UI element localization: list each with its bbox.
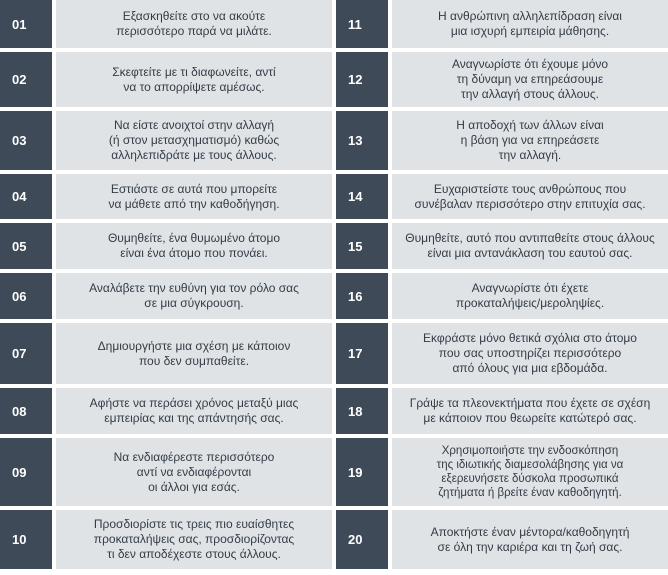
table-row xyxy=(0,510,332,569)
item-text: Εστιάστε σε αυτά που μπορείτε να μάθετε από την καθοδήγηση. xyxy=(56,174,332,219)
item-number: 12 xyxy=(336,52,388,107)
item-text: Η ανθρώπινη αλληλεπίδραση είναι μια ισχυρή εμπειρία μάθησης. xyxy=(392,0,668,48)
item-number: 16 xyxy=(336,273,388,319)
item-text: Αναγνωρίστε ότι έχετε προκαταλήψεις/μεροληψίες. xyxy=(392,273,668,319)
table-row xyxy=(0,174,332,219)
table-row xyxy=(336,510,668,569)
item-text: Εξασκηθείτε στο να ακούτε περισσότερο παρά να μιλάτε. xyxy=(56,0,332,48)
item-number: 01 xyxy=(0,0,52,48)
item-text: Να ενδιαφέρεστε περισσότερο αντί να ενδιαφέρονται οι άλλοι για εσάς. xyxy=(56,438,332,506)
item-text: Ευχαριστείστε τους ανθρώπους που συνέβαλαν περισσότερο στην επιτυχία σας. xyxy=(392,174,668,219)
item-number: 03 xyxy=(0,111,52,170)
table-row xyxy=(336,388,668,434)
item-number: 10 xyxy=(0,510,52,569)
table-row xyxy=(0,0,332,48)
item-text: Να είστε ανοιχτοί στην αλλαγή (ή στον μετασχηματισμό) καθώς αλληλεπιδράτε με τους άλλους. xyxy=(56,111,332,170)
item-number: 07 xyxy=(0,323,52,384)
item-text: Αναγνωρίστε ότι έχουμε μόνο τη δύναμη να επηρεάσουμε την αλλαγή στους άλλους. xyxy=(392,52,668,107)
table-row xyxy=(0,273,332,319)
item-text: Η αποδοχή των άλλων είναι η βάση για να επηρεάσετε την αλλαγή. xyxy=(392,111,668,170)
table-row xyxy=(336,52,668,107)
item-number: 19 xyxy=(336,438,388,506)
item-number: 11 xyxy=(336,0,388,48)
item-number: 08 xyxy=(0,388,52,434)
table-row xyxy=(0,323,332,384)
item-number: 20 xyxy=(336,510,388,569)
table-row xyxy=(336,438,668,506)
item-number: 14 xyxy=(336,174,388,219)
item-number: 04 xyxy=(0,174,52,219)
item-text: Εκφράστε μόνο θετικά σχόλια στο άτομο που σας υποστηρίζει περισσότερο από όλους για μια εβδομάδα. xyxy=(392,323,668,384)
table-row xyxy=(336,273,668,319)
item-text: Αναλάβετε την ευθύνη για τον ρόλο σας σε μια σύγκρουση. xyxy=(56,273,332,319)
item-number: 17 xyxy=(336,323,388,384)
item-text: Θυμηθείτε, ένα θυμωμένο άτομο είναι ένα άτομο που πονάει. xyxy=(56,223,332,269)
table-row xyxy=(336,323,668,384)
item-number: 15 xyxy=(336,223,388,269)
right-column xyxy=(336,0,668,575)
table-row xyxy=(0,223,332,269)
item-text: Γράψε τα πλεονεκτήματα που έχετε σε σχέση με κάποιον που θεωρείτε κατώτερό σας. xyxy=(392,388,668,434)
left-column xyxy=(0,0,332,575)
item-text: Χρησιμοποιήστε την ενδοσκόπηση της ιδιωτικής διαμεσολάβησης για να εξερευνήσετε δύσκολα προσωπικά ζητήματα ή βρείτε έναν καθοδηγητή. xyxy=(392,438,668,506)
item-text: Προσδιορίστε τις τρεις πιο ευαίσθητες προκαταλήψεις σας, προσδιορίζοντας τι δεν αποδέχεστε στους άλλους. xyxy=(56,510,332,569)
table-row xyxy=(336,0,668,48)
item-text: Αποκτήστε έναν μέντορα/καθοδηγητή σε όλη την καριέρα και τη ζωή σας. xyxy=(392,510,668,569)
item-number: 09 xyxy=(0,438,52,506)
item-number: 02 xyxy=(0,52,52,107)
table-row xyxy=(336,174,668,219)
table-row xyxy=(0,438,332,506)
table-row xyxy=(0,111,332,170)
item-text: Δημιουργήστε μια σχέση με κάποιον που δεν συμπαθείτε. xyxy=(56,323,332,384)
table-row xyxy=(336,223,668,269)
item-number: 13 xyxy=(336,111,388,170)
item-text: Θυμηθείτε, αυτό που αντιπαθείτε στους άλλους είναι μια αντανάκλαση του εαυτού σας. xyxy=(392,223,668,269)
item-number: 06 xyxy=(0,273,52,319)
item-number: 18 xyxy=(336,388,388,434)
item-text: Σκεφτείτε με τι διαφωνείτε, αντί να το απορρίψετε αμέσως. xyxy=(56,52,332,107)
table-row xyxy=(336,111,668,170)
table-row xyxy=(0,388,332,434)
item-text: Αφήστε να περάσει χρόνος μεταξύ μιας εμπειρίας και της απάντησής σας. xyxy=(56,388,332,434)
table-row xyxy=(0,52,332,107)
item-number: 05 xyxy=(0,223,52,269)
